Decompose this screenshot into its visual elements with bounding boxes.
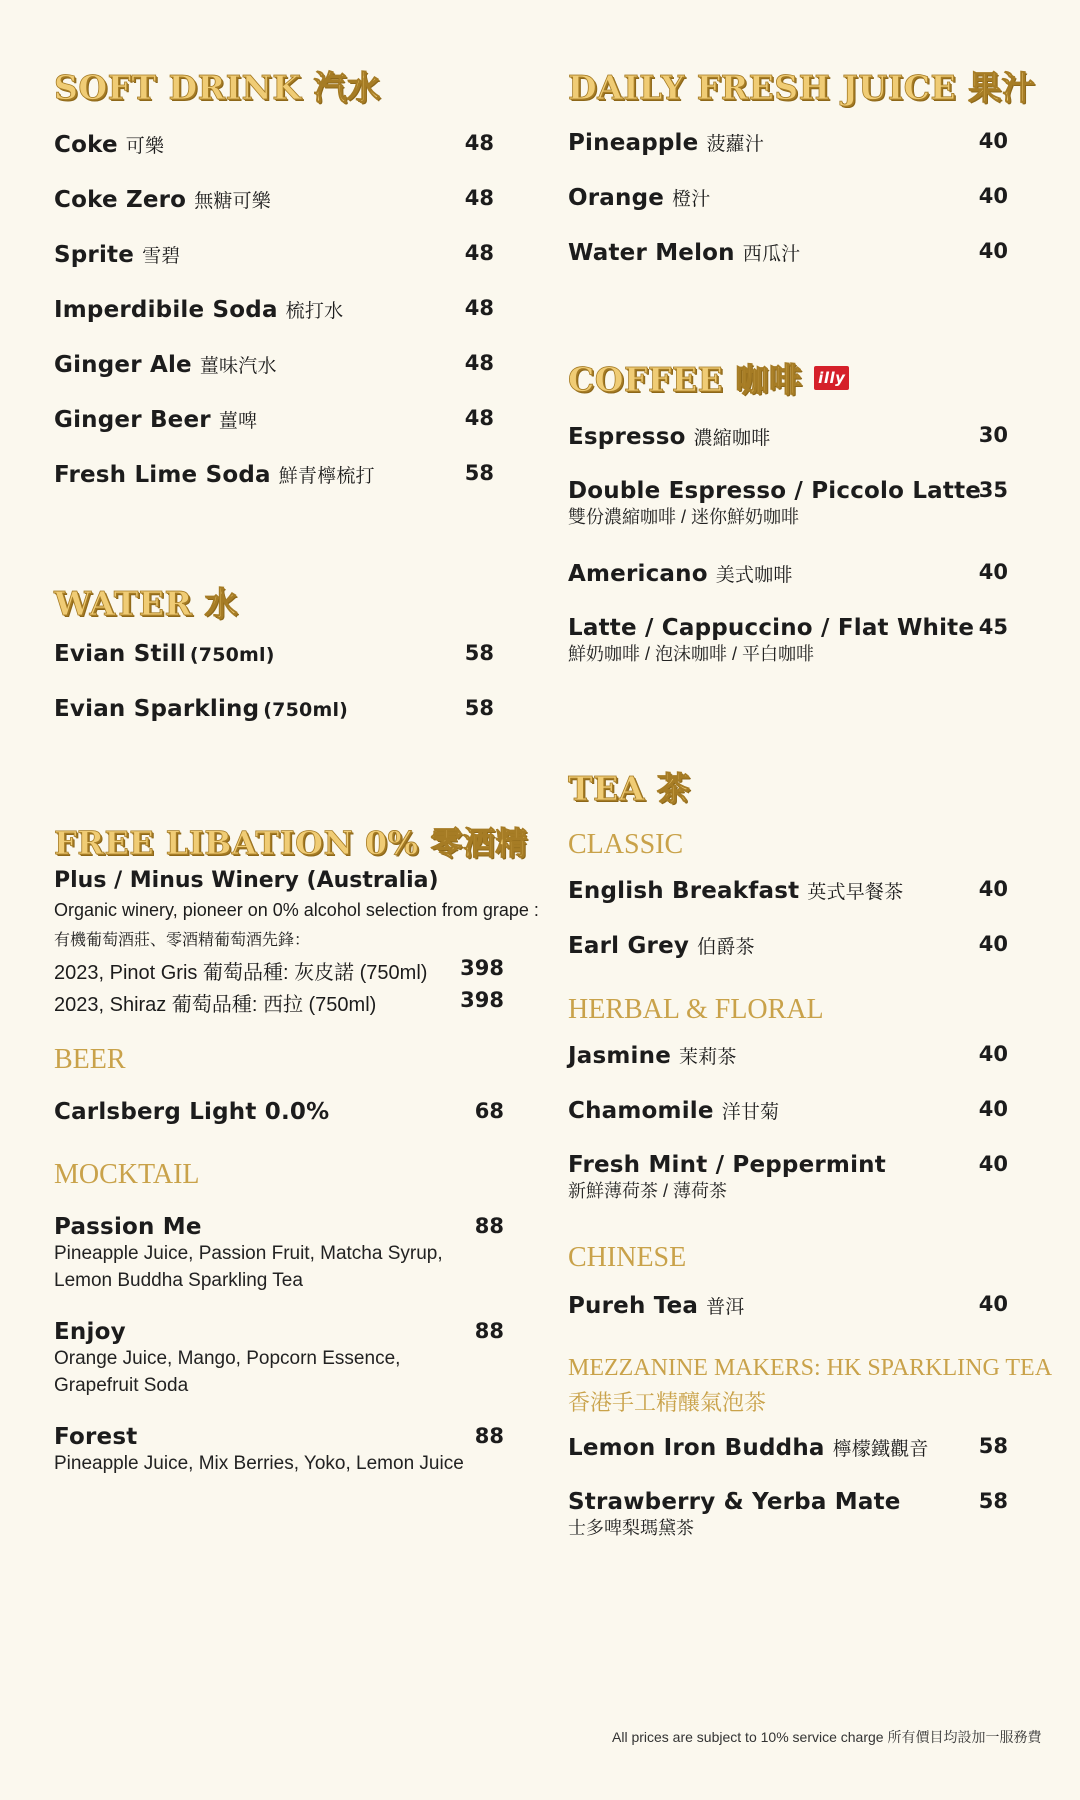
menu-item [568, 560, 1008, 587]
tea-title: TEA 茶 [568, 769, 691, 808]
item-price: 88 [474, 1424, 504, 1448]
item-price: 58 [978, 1434, 1008, 1458]
menu-item [54, 296, 494, 323]
item-price: 40 [978, 239, 1008, 263]
menu-item [54, 641, 494, 667]
item-price: 58 [464, 696, 494, 720]
menu-item [568, 1292, 1008, 1319]
item-name: Enjoy [54, 1319, 126, 1345]
menu-item [568, 478, 1008, 531]
item-price: 48 [464, 131, 494, 155]
item-description: 雙份濃縮咖啡 / 迷你鮮奶咖啡 [568, 507, 800, 527]
item-name-zh: 薑啤 [218, 410, 258, 432]
item-name: Coke Zero [54, 187, 187, 213]
item-price: 40 [978, 1152, 1008, 1176]
item-volume: (750ml) [189, 644, 275, 666]
menu-item [54, 696, 494, 722]
menu-item [54, 1099, 504, 1125]
menu-item [568, 1042, 1008, 1069]
item-name: Fresh Mint / Peppermint [568, 1152, 886, 1178]
item-price: 40 [978, 877, 1008, 901]
item-name: English Breakfast [568, 878, 800, 904]
item-name: Ginger Ale [54, 352, 192, 378]
item-name: Evian Still [54, 641, 186, 667]
item-name-zh: 西瓜汁 [742, 243, 801, 265]
menu-item [54, 1424, 504, 1477]
item-price: 68 [474, 1099, 504, 1123]
item-price: 40 [978, 1042, 1008, 1066]
menu-item [54, 1319, 504, 1399]
item-price: 40 [978, 1292, 1008, 1316]
item-name-zh: 濃縮咖啡 [693, 427, 771, 449]
item-name: Latte / Cappuccino / Flat White [568, 615, 975, 641]
item-name-zh: 橙汁 [672, 188, 711, 210]
item-description: Pineapple Juice, Mix Berries, Yoko, Lemon Juice [54, 1453, 464, 1474]
wine-producer: Plus / Minus Winery (Australia) [54, 868, 439, 893]
item-name-zh: 雪碧 [142, 245, 181, 267]
soft-drink-title: SOFT DRINK 汽水 [54, 68, 381, 107]
item-name: Ginger Beer [54, 407, 211, 433]
item-name: Chamomile [568, 1098, 714, 1124]
water-title: WATER 水 [54, 584, 238, 623]
item-price: 58 [464, 641, 494, 665]
item-name: Double Espresso / Piccolo Latte [568, 478, 982, 504]
item-name-zh: 無糖可樂 [194, 190, 271, 212]
item-name: Passion Me [54, 1214, 202, 1240]
item-name-zh: 可樂 [125, 135, 165, 157]
item-name: Pineapple [568, 130, 699, 156]
item-name-zh: 菠蘿汁 [706, 133, 765, 155]
item-name: Orange [568, 185, 665, 211]
beer-title: BEER [54, 1044, 126, 1075]
item-price: 48 [464, 186, 494, 210]
item-name: Americano [568, 561, 708, 587]
item-price: 40 [978, 129, 1008, 153]
item-description: Orange Juice, Mango, Popcorn Essence, [54, 1348, 401, 1369]
item-price: 35 [978, 478, 1008, 502]
wine-description: Organic winery, pioneer on 0% alcohol selection from grape : [54, 900, 539, 920]
libation-title: FREE LIBATION 0% 零酒精 [54, 824, 528, 862]
item-name-zh: 梳打水 [285, 300, 344, 322]
item-name-zh: 普洱 [706, 1296, 745, 1318]
illy-logo: illy [814, 366, 849, 390]
item-volume: (750ml) [263, 699, 349, 721]
item-name-zh: 檸檬鐵觀音 [832, 1438, 929, 1460]
item-price: 58 [464, 461, 494, 485]
item-name-zh: 薑味汽水 [199, 355, 277, 377]
item-name: Imperdibile Soda [54, 297, 278, 323]
item-price: 30 [978, 423, 1008, 447]
item-price: 58 [978, 1489, 1008, 1513]
tea-mezzanine-title-zh: 香港手工精釀氣泡茶 [568, 1390, 767, 1415]
item-description: Grapefruit Soda [54, 1375, 189, 1396]
menu-item [568, 1152, 1008, 1205]
coffee-title [568, 354, 849, 401]
item-price: 88 [474, 1319, 504, 1343]
menu-item [54, 131, 494, 158]
item-name: Carlsberg Light 0.0% [54, 1099, 330, 1125]
item-name-zh: 鮮青檸梳打 [278, 465, 375, 487]
menu-item [568, 184, 1008, 211]
coffee-title-text: COFFEE 咖啡 [568, 360, 803, 399]
item-name-zh: 美式咖啡 [715, 564, 793, 586]
item-name: Strawberry & Yerba Mate [568, 1489, 901, 1515]
tea-herbal-title: HERBAL & FLORAL [568, 994, 824, 1025]
item-price: 40 [978, 560, 1008, 584]
menu-item [568, 423, 1008, 450]
item-price: 45 [978, 615, 1008, 639]
item-description: 新鮮薄荷茶 / 薄荷茶 [568, 1181, 728, 1201]
tea-mezzanine-title: MEZZANINE MAKERS: HK SPARKLING TEA [568, 1355, 1053, 1381]
juice-title: DAILY FRESH JUICE 果汁 [568, 68, 1036, 107]
menu-item [54, 186, 494, 213]
item-name-zh: 英式早餐茶 [807, 881, 904, 903]
menu-item [54, 241, 494, 268]
menu-item [568, 129, 1008, 156]
item-price: 48 [464, 406, 494, 430]
item-name-zh: 茉莉茶 [679, 1046, 737, 1068]
wine-description-zh: 有機葡萄酒莊、零酒精葡萄酒先鋒： [54, 932, 311, 949]
service-charge-note: All prices are subject to 10% service charge 所有價目均設加一服務費 [612, 1729, 1042, 1745]
wine-row [54, 956, 504, 985]
mocktail-title: MOCKTAIL [54, 1159, 200, 1190]
menu-item [568, 1489, 1008, 1542]
menu-item [568, 615, 1008, 668]
wine-name: 2023, Pinot Gris 葡萄品種: 灰皮諾 (750ml) [54, 962, 428, 984]
item-name: Lemon Iron Buddha [568, 1435, 825, 1461]
tea-classic-title: CLASSIC [568, 829, 684, 860]
menu-item [54, 1214, 504, 1294]
item-name: Pureh Tea [568, 1293, 699, 1319]
menu-item [54, 351, 494, 378]
item-name: Jasmine [568, 1043, 671, 1069]
item-description: 鮮奶咖啡 / 泡沫咖啡 / 平白咖啡 [568, 644, 815, 664]
item-price: 88 [474, 1214, 504, 1238]
item-name: Earl Grey [568, 933, 690, 959]
item-name-zh: 洋甘菊 [721, 1101, 780, 1123]
item-price: 48 [464, 296, 494, 320]
item-price: 48 [464, 241, 494, 265]
item-price: 40 [978, 184, 1008, 208]
item-name: Fresh Lime Soda [54, 462, 271, 488]
item-description: 士多啤梨瑪黛茶 [568, 1518, 694, 1538]
item-name: Espresso [568, 424, 686, 450]
item-price: 40 [978, 1097, 1008, 1121]
item-description: Pineapple Juice, Passion Fruit, Matcha Syrup, [54, 1243, 443, 1264]
item-name: Evian Sparkling [54, 696, 260, 722]
item-name: Coke [54, 132, 118, 158]
item-name: Forest [54, 1424, 138, 1450]
item-price: 40 [978, 932, 1008, 956]
menu-item [54, 406, 494, 433]
menu-item [568, 1434, 1008, 1461]
wine-price: 398 [460, 956, 504, 980]
menu-item [568, 1097, 1008, 1124]
tea-chinese-title: CHINESE [568, 1242, 687, 1273]
wine-price: 398 [460, 988, 504, 1012]
item-name: Sprite [54, 242, 135, 268]
item-name-zh: 伯爵茶 [697, 936, 755, 958]
menu-item [54, 461, 494, 488]
menu-item [568, 239, 1008, 266]
wine-name: 2023, Shiraz 葡萄品種: 西拉 (750ml) [54, 994, 377, 1016]
item-price: 48 [464, 351, 494, 375]
menu-item [568, 877, 1008, 904]
wine-row [54, 988, 504, 1017]
item-description: Lemon Buddha Sparkling Tea [54, 1270, 303, 1291]
item-name: Water Melon [568, 240, 735, 266]
menu-item [568, 932, 1008, 959]
